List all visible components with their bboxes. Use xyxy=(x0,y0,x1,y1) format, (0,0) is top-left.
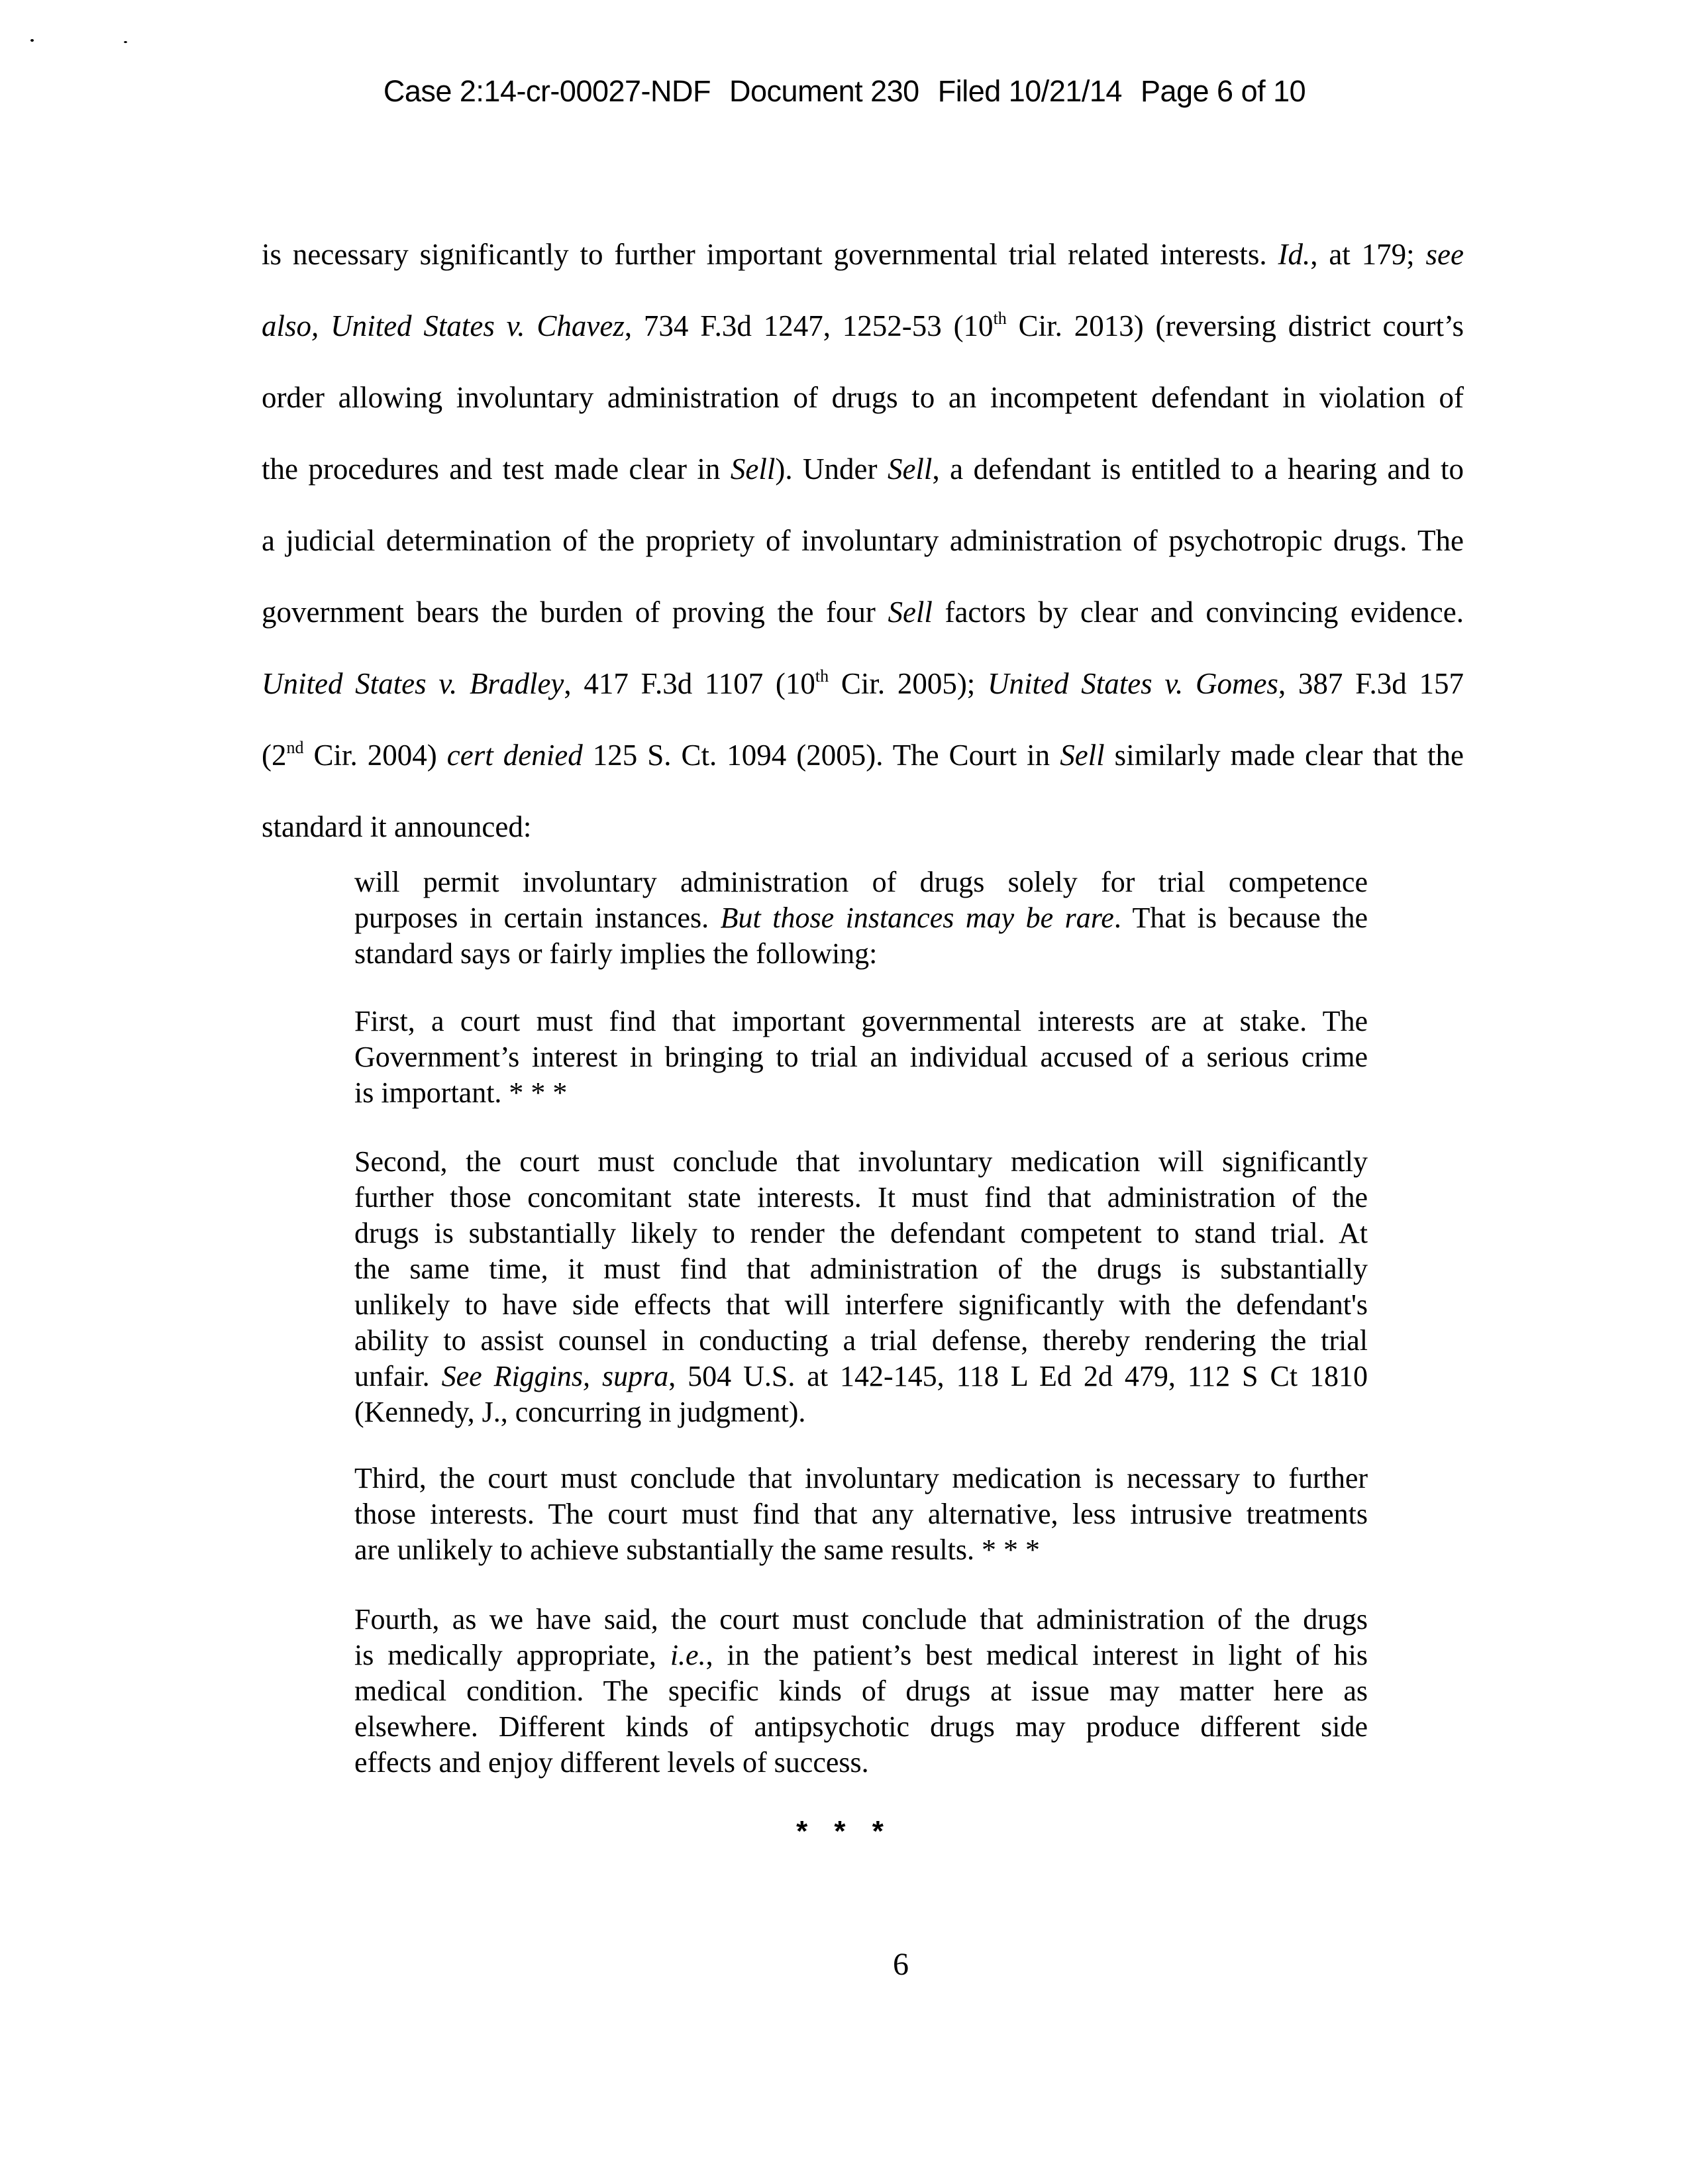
body-line xyxy=(262,719,1464,791)
quote-line xyxy=(354,1216,1368,1251)
text-run: order allowing involuntary administration of drugs to an incompetent defendant in violation of xyxy=(262,381,1464,414)
body-line xyxy=(262,433,1464,505)
scan-speck xyxy=(124,41,127,43)
body-line xyxy=(262,505,1464,576)
italic-citation: also, United States v. Chavez xyxy=(262,309,625,342)
italic-citation: But those instances may be rare xyxy=(720,902,1114,934)
quote-line xyxy=(354,1287,1368,1323)
text-run: is important. * * * xyxy=(354,1076,568,1109)
text-run: , at 179; xyxy=(1310,238,1426,271)
italic-citation: cert denied xyxy=(446,739,583,772)
text-run: ). Under xyxy=(775,452,888,486)
quote-line xyxy=(354,1180,1368,1216)
quote-paragraph-1 xyxy=(354,864,1368,972)
document-header xyxy=(0,74,1689,109)
document-number: Document 230 xyxy=(729,74,919,108)
ordinal-suffix: th xyxy=(815,666,829,686)
quote-paragraph-5 xyxy=(354,1602,1368,1781)
quote-line xyxy=(354,1359,1368,1394)
text-run: Cir. 2013) (reversing district court’s xyxy=(1006,309,1464,342)
quote-line xyxy=(354,1144,1368,1180)
text-run: , a defendant is entitled to a hearing and to xyxy=(932,452,1464,486)
text-run: the procedures and test made clear in xyxy=(262,452,731,486)
quote-line xyxy=(354,1638,1368,1673)
text-run: are unlikely to achieve substantially the same results. * * * xyxy=(354,1534,1040,1566)
text-run: . That is because the xyxy=(1113,902,1368,934)
body-line xyxy=(262,362,1464,433)
text-run: Government’s interest in bringing to trial an individual accused of a serious crime xyxy=(354,1041,1368,1073)
quote-line xyxy=(354,1496,1368,1532)
text-run: government bears the burden of proving the four xyxy=(262,596,888,629)
italic-citation: Sell xyxy=(887,452,933,486)
quote-line xyxy=(354,1039,1368,1075)
italic-citation: Sell xyxy=(1060,739,1105,772)
text-run: Third, the court must conclude that involuntary medication is necessary to further xyxy=(354,1462,1368,1494)
quote-paragraph-4 xyxy=(354,1461,1368,1568)
text-run: is necessary significantly to further important governmental trial related interests. xyxy=(262,238,1278,271)
scan-speck xyxy=(30,39,34,42)
ordinal-suffix: th xyxy=(993,309,1007,328)
quote-line xyxy=(354,1394,1368,1430)
body-line xyxy=(262,791,1464,862)
text-run: the same time, it must find that administration of the drugs is substantially xyxy=(354,1253,1368,1285)
section-break: * * * xyxy=(796,1815,893,1847)
text-run: unfair. xyxy=(354,1360,442,1392)
italic-citation: i.e. xyxy=(670,1639,706,1671)
page-indicator: Page 6 of 10 xyxy=(1140,74,1306,108)
quote-line xyxy=(354,864,1368,900)
text-run: similarly made clear that the xyxy=(1104,739,1464,772)
text-run: , 417 F.3d 1107 (10 xyxy=(564,667,815,700)
case-number: Case 2:14-cr-00027-NDF xyxy=(383,74,711,108)
quote-line xyxy=(354,1673,1368,1709)
text-run: will permit involuntary administration of drugs solely for trial competence xyxy=(354,866,1368,898)
body-line xyxy=(262,290,1464,362)
quote-line xyxy=(354,1323,1368,1359)
text-run: , 387 F.3d 157 xyxy=(1278,667,1464,700)
quote-line xyxy=(354,1075,1368,1111)
quote-line xyxy=(354,900,1368,936)
text-run: purposes in certain instances. xyxy=(354,902,721,934)
text-run: Second, the court must conclude that involuntary medication will significantly xyxy=(354,1145,1368,1178)
italic-citation: See Riggins, supra xyxy=(441,1360,669,1392)
text-run: effects and enjoy different levels of success. xyxy=(354,1746,869,1779)
italic-citation: see xyxy=(1425,238,1464,271)
italic-citation: Sell xyxy=(888,596,933,629)
text-run: (Kennedy, J., concurring in judgment). xyxy=(354,1396,806,1428)
page-number: 6 xyxy=(893,1947,909,1982)
quote-line xyxy=(354,1251,1368,1287)
body-line xyxy=(262,648,1464,719)
text-run: elsewhere. Different kinds of antipsychotic drugs may produce different side xyxy=(354,1710,1368,1743)
text-run: factors by clear and convincing evidence. xyxy=(932,596,1464,629)
italic-citation: Sell xyxy=(730,452,776,486)
italic-citation: United States v. Gomes xyxy=(988,667,1278,700)
italic-citation: Id. xyxy=(1278,238,1311,271)
text-run: First, a court must find that important governmental interests are at stake. The xyxy=(354,1005,1368,1037)
text-run: 125 S. Ct. 1094 (2005). The Court in xyxy=(582,739,1060,772)
text-run: , 504 U.S. at 142-145, 118 L Ed 2d 479, 112 S Ct 1810 xyxy=(668,1360,1368,1392)
quote-line xyxy=(354,1004,1368,1039)
text-run: those interests. The court must find that any alternative, less intrusive treatments xyxy=(354,1498,1368,1530)
text-run: drugs is substantially likely to render the defendant competent to stand trial. At xyxy=(354,1217,1368,1249)
text-run: (2 xyxy=(262,739,287,772)
filed-date: Filed 10/21/14 xyxy=(937,74,1122,108)
quote-line xyxy=(354,1602,1368,1638)
quote-line xyxy=(354,1532,1368,1568)
text-run: Cir. 2004) xyxy=(303,739,447,772)
italic-citation: United States v. Bradley xyxy=(262,667,564,700)
text-run: standard says or fairly implies the following: xyxy=(354,937,878,970)
text-run: standard it announced: xyxy=(262,810,532,843)
body-line xyxy=(262,576,1464,648)
text-run: further those concomitant state interests. It must find that administration of the xyxy=(354,1181,1368,1214)
text-run: Fourth, as we have said, the court must conclude that administration of the drugs xyxy=(354,1603,1368,1636)
quote-paragraph-2 xyxy=(354,1004,1368,1111)
text-run: , in the patient’s best medical interest in light of his xyxy=(705,1639,1368,1671)
text-run: is medically appropriate, xyxy=(354,1639,670,1671)
text-run: unlikely to have side effects that will interfere significantly with the defendant's xyxy=(354,1288,1368,1321)
quote-line xyxy=(354,1461,1368,1496)
text-run: , 734 F.3d 1247, 1252-53 (10 xyxy=(624,309,994,342)
body-line xyxy=(262,219,1464,290)
quote-line xyxy=(354,1709,1368,1745)
text-run: medical condition. The specific kinds of drugs at issue may matter here as xyxy=(354,1675,1368,1707)
ordinal-suffix: nd xyxy=(286,738,304,757)
quote-line xyxy=(354,936,1368,972)
text-run: a judicial determination of the propriety of involuntary administration of psychotropic drugs. The xyxy=(262,524,1464,557)
text-run: Cir. 2005); xyxy=(829,667,988,700)
body-paragraph xyxy=(262,219,1464,862)
quote-paragraph-3 xyxy=(354,1144,1368,1430)
text-run: ability to assist counsel in conducting a trial defense, thereby rendering the trial xyxy=(354,1324,1368,1357)
quote-line xyxy=(354,1745,1368,1781)
